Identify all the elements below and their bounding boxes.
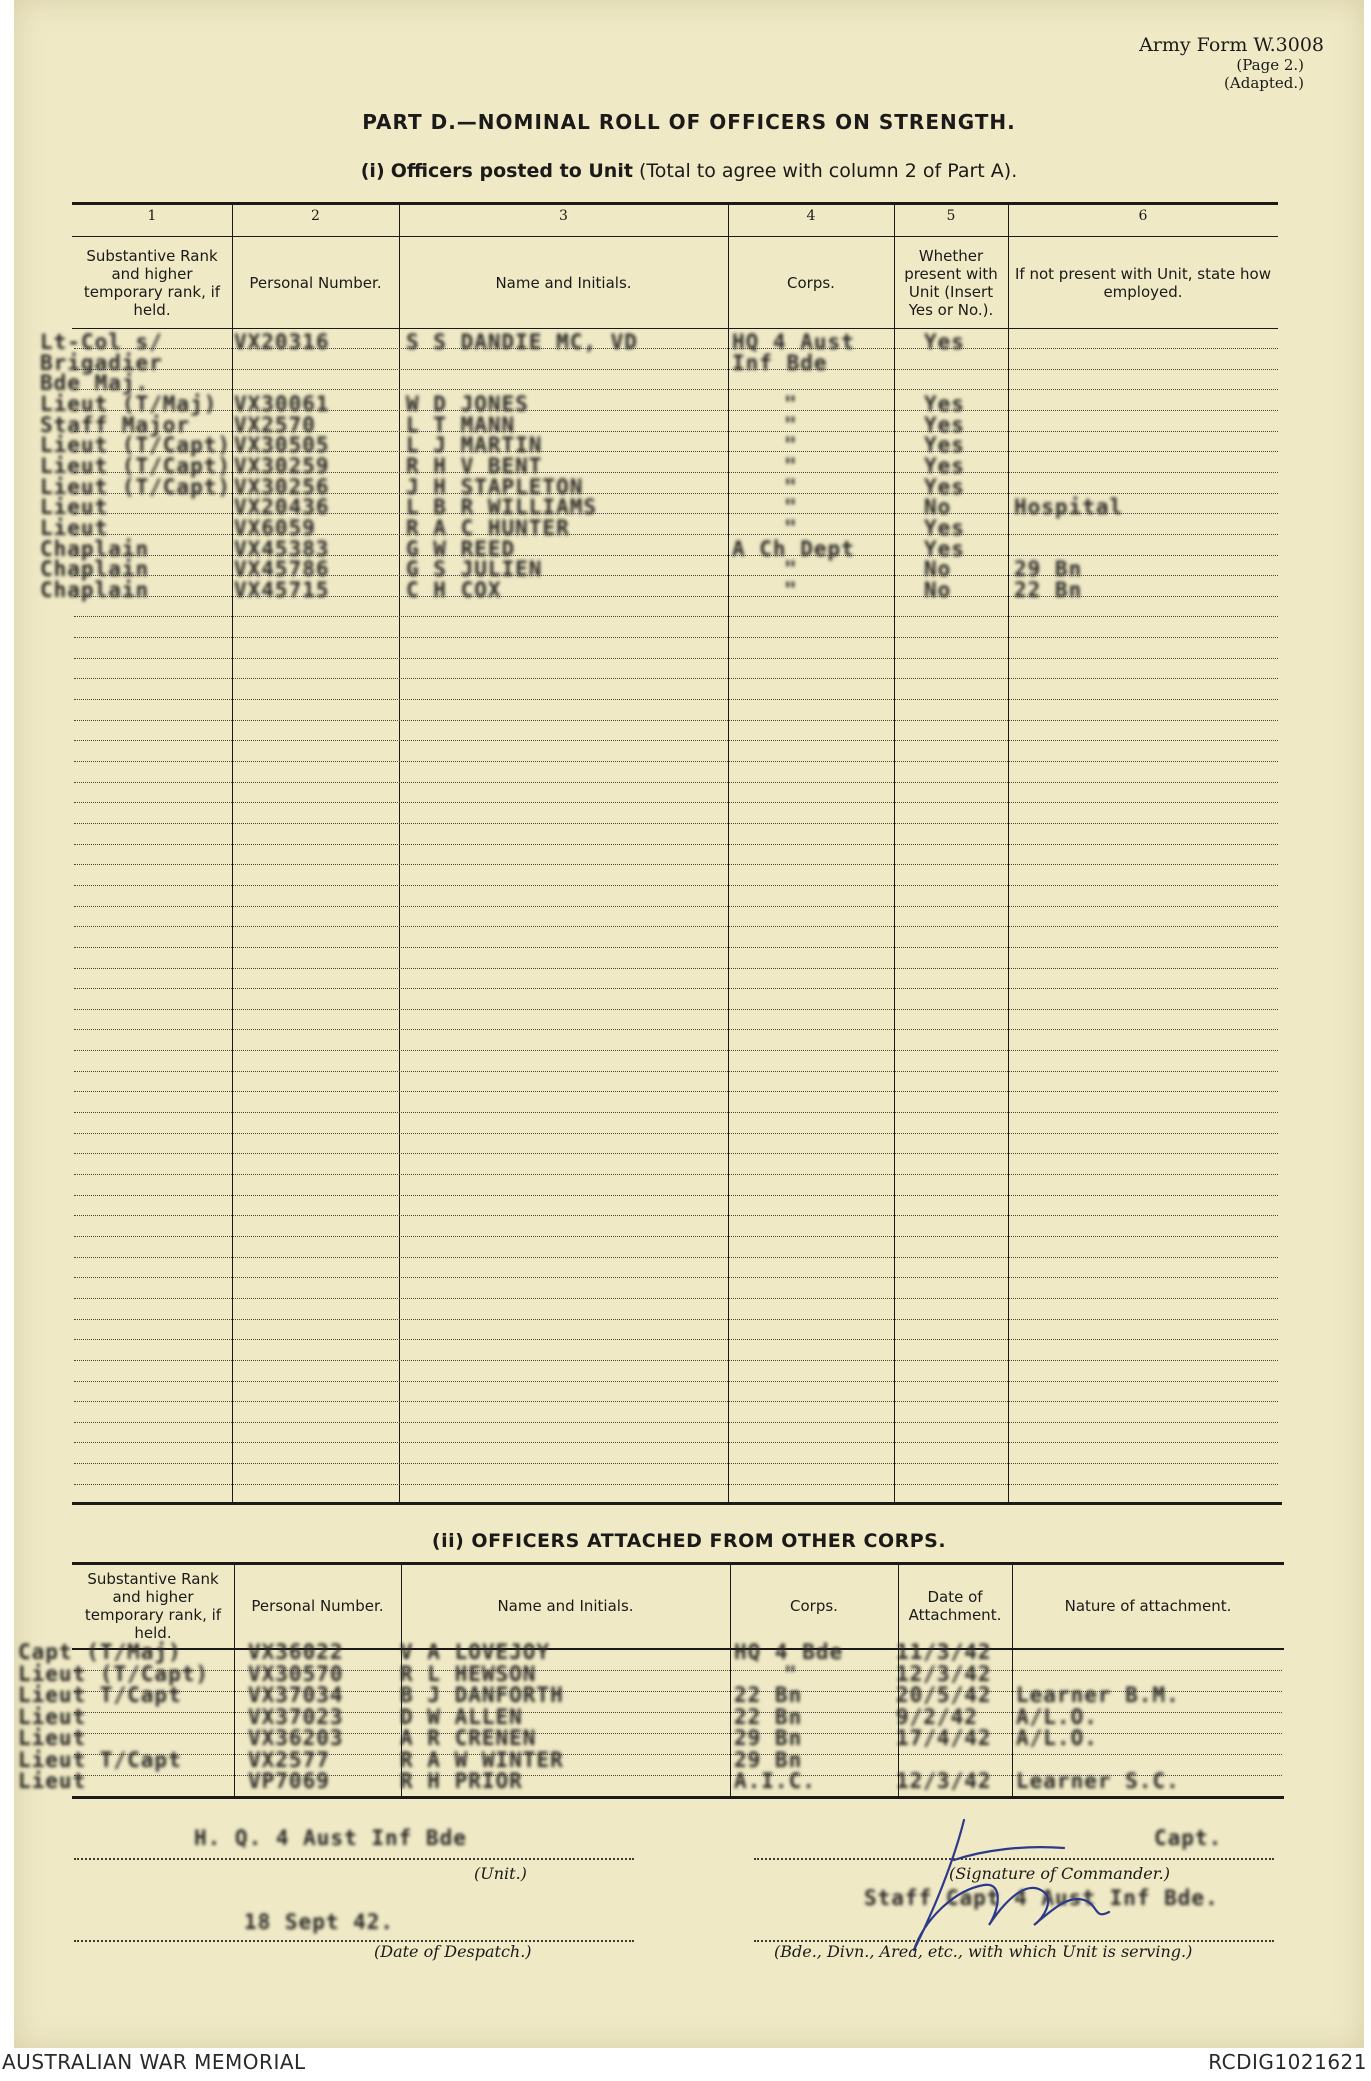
table1-ruled-line xyxy=(74,1422,1278,1423)
table1-ruled-line xyxy=(74,740,1278,741)
posted-present-cell: Yes xyxy=(924,433,965,458)
table1-ruled-line xyxy=(74,678,1278,679)
table1-ruled-line xyxy=(74,1484,1278,1485)
posted-number-cell: VX30061 xyxy=(234,391,330,416)
attached-name-cell: D W ALLEN xyxy=(400,1704,523,1729)
footer-institution: AUSTRALIAN WAR MEMORIAL xyxy=(2,2050,306,2074)
posted-employed-cell: Hospital xyxy=(1014,495,1124,520)
posted-present-cell: Yes xyxy=(924,412,965,437)
col-header-corps: Corps. xyxy=(787,274,835,292)
section-i-heading xyxy=(14,160,1364,182)
posted-employed-cell: 22 Bn xyxy=(1014,577,1083,602)
attached-nature-cell: Learner B.M. xyxy=(1016,1683,1180,1707)
attached-rank-cell: Lieut xyxy=(18,1769,87,1793)
footer-catalogue-id: RCDIG1021621 xyxy=(1208,2050,1367,2074)
posted-corps-cell: " xyxy=(784,412,798,437)
table1-ruled-line xyxy=(74,947,1278,948)
attached-corps-cell: 22 Bn xyxy=(734,1683,803,1707)
attached-corps-cell: HQ 4 Bde xyxy=(734,1640,844,1664)
col-header-name: Name and Initials. xyxy=(495,274,632,292)
attached-number-cell: VX36203 xyxy=(248,1726,344,1750)
posted-rank-cell: Lieut xyxy=(40,495,109,520)
attached-nature-cell: Learner S.C. xyxy=(1016,1769,1180,1793)
table1-ruled-line xyxy=(74,1195,1278,1196)
table1-col-divider-1 xyxy=(232,203,233,1503)
posted-rank-cell: Chaplain xyxy=(40,557,150,582)
table1-ruled-line xyxy=(74,885,1278,886)
table1-ruled-line xyxy=(74,1463,1278,1464)
attached-rank-cell: Lieut T/Capt xyxy=(18,1683,182,1707)
col-header-present: Whether present with Unit (Insert Yes or No.). xyxy=(904,247,998,319)
posted-name-cell: R H V BENT xyxy=(406,453,543,478)
table1-col-divider-4 xyxy=(894,203,895,1503)
table1-col-divider-5 xyxy=(1008,203,1009,1503)
t2-header-name: Name and Initials. xyxy=(497,1597,634,1615)
attached-number-cell: VX30570 xyxy=(248,1661,344,1686)
table2-col-divider-5 xyxy=(1012,1563,1013,1797)
section-i-prefix: (i) xyxy=(360,160,385,182)
posted-name-cell: L J MARTIN xyxy=(406,433,543,458)
posted-name-cell: W D JONES xyxy=(406,391,529,416)
attached-name-cell: B J DANFORTH xyxy=(400,1683,564,1707)
table1-ruled-line xyxy=(74,1236,1278,1237)
despatch-dots xyxy=(74,1940,634,1942)
attached-nature-cell: A/L.O. xyxy=(1016,1726,1098,1750)
posted-number-cell: VX45786 xyxy=(234,557,330,582)
posted-corps-cell: " xyxy=(784,515,798,540)
table1-ruled-line xyxy=(74,1112,1278,1113)
table1-ruled-line xyxy=(74,1277,1278,1278)
form-id: Army Form W.3008 xyxy=(1139,34,1324,56)
col-number-2: 2 xyxy=(311,208,320,224)
posted-number-cell: VX45715 xyxy=(234,577,330,602)
posted-rank-cell: Chaplain xyxy=(40,577,150,602)
col-number-1: 1 xyxy=(147,208,157,224)
posted-corps-cell: " xyxy=(784,495,798,520)
posted-present-cell: Yes xyxy=(924,453,965,478)
posted-rank-cell: Lieut (T/Capt) xyxy=(40,433,232,458)
section-i-note: (Total to agree with column 2 of Part A). xyxy=(638,160,1018,182)
table1-ruled-line xyxy=(74,1009,1278,1010)
col-number-4: 4 xyxy=(806,208,816,224)
table1-ruled-line xyxy=(74,637,1278,638)
posted-name-cell: J H STAPLETON xyxy=(406,474,584,499)
posted-corps-cell: HQ 4 Aust xyxy=(732,330,855,354)
posted-rank-cell: Lieut (T/Capt) xyxy=(40,474,232,499)
signature-label: (Signature of Commander.) xyxy=(949,1864,1170,1883)
table1-ruled-line xyxy=(74,658,1278,659)
table1-ruled-line xyxy=(74,1360,1278,1361)
attached-number-cell: VX2577 xyxy=(248,1747,330,1772)
posted-number-cell: VX30505 xyxy=(234,433,330,458)
despatch-date-value: 18 Sept 42. xyxy=(244,1910,395,1934)
section-i-bold: Officers posted to Unit xyxy=(390,160,633,182)
posted-rank-cell: Lt-Col s/ xyxy=(40,330,163,354)
attached-name-cell: R H PRIOR xyxy=(400,1769,523,1793)
table1-col-divider-2 xyxy=(399,203,400,1503)
attached-date-cell: 12/3/42 xyxy=(896,1769,992,1793)
table1-top-rule xyxy=(72,202,1278,205)
col-header-personal-number: Personal Number. xyxy=(249,274,382,292)
attached-nature-cell: A/L.O. xyxy=(1016,1704,1098,1729)
table1-bottom-rule xyxy=(72,1502,1282,1505)
posted-number-cell: VX30256 xyxy=(234,474,330,499)
form-page-number: (Page 2.) xyxy=(1236,56,1304,74)
posted-name-cell: R A C HUNTER xyxy=(406,515,570,540)
bde-label: (Bde., Divn., Area, etc., with which Unit is serving.) xyxy=(774,1942,1193,1961)
posted-corps-cell: " xyxy=(784,453,798,478)
page-title: PART D.—NOMINAL ROLL OF OFFICERS ON STRENGTH. xyxy=(362,110,1016,134)
table2-col-divider-3 xyxy=(730,1563,731,1797)
posted-number-cell: VX20436 xyxy=(234,495,330,520)
table1-ruled-line xyxy=(74,720,1278,721)
attached-date-cell: 20/5/42 xyxy=(896,1683,992,1707)
table1-ruled-line xyxy=(74,1029,1278,1030)
attached-date-cell: 9/2/42 xyxy=(896,1704,978,1729)
form-adapted: (Adapted.) xyxy=(1224,74,1304,92)
table1-ruled-line xyxy=(74,1050,1278,1051)
attached-corps-cell: " xyxy=(784,1661,798,1686)
table1-header-rule xyxy=(72,328,1278,329)
signer-title: Staff Capt 4 Aust Inf Bde. xyxy=(864,1886,1219,1910)
attached-corps-cell: 29 Bn xyxy=(734,1747,803,1772)
attached-date-cell: 12/3/42 xyxy=(896,1661,992,1686)
table2-col-divider-1 xyxy=(234,1563,235,1797)
attached-rank-cell: Lieut T/Capt xyxy=(18,1747,182,1772)
posted-corps-cell: " xyxy=(784,557,798,582)
attached-rank-cell: Lieut xyxy=(18,1704,87,1729)
table1-ruled-line xyxy=(74,616,1278,617)
table1-ruled-line xyxy=(74,1174,1278,1175)
posted-corps-cell: " xyxy=(784,474,798,499)
table1-ruled-line xyxy=(74,369,1278,370)
table1-ruled-line xyxy=(74,699,1278,700)
posted-present-cell: Yes xyxy=(924,515,965,540)
posted-rank-cell: Bde Maj. xyxy=(40,371,150,396)
table1-ruled-line xyxy=(74,988,1278,989)
attached-corps-cell: 29 Bn xyxy=(734,1726,803,1750)
posted-number-cell: VX45383 xyxy=(234,536,330,561)
attached-rank-cell: Lieut xyxy=(18,1726,87,1750)
t2-header-corps: Corps. xyxy=(790,1597,838,1615)
posted-number-cell: VX6059 xyxy=(234,515,316,540)
unit-dots xyxy=(74,1858,634,1860)
posted-rank-cell: Brigadier xyxy=(40,350,163,375)
posted-present-cell: No xyxy=(924,495,952,520)
table1-ruled-line xyxy=(74,1401,1278,1402)
table1-ruled-line xyxy=(74,1442,1278,1443)
table1-number-rule xyxy=(72,236,1278,237)
table1-ruled-line xyxy=(74,782,1278,783)
posted-corps-cell: " xyxy=(784,433,798,458)
posted-rank-cell: Staff Major xyxy=(40,412,191,437)
posted-number-cell: VX20316 xyxy=(234,330,330,354)
posted-employed-cell: 29 Bn xyxy=(1014,557,1083,582)
table1-ruled-line xyxy=(74,389,1278,390)
attached-name-cell: R A W WINTER xyxy=(400,1747,564,1772)
col-header-rank: Substantive Rank and higher temporary rank, if held. xyxy=(83,247,221,319)
posted-rank-cell: Chaplain xyxy=(40,536,150,561)
table1-ruled-line xyxy=(74,844,1278,845)
unit-value: H. Q. 4 Aust Inf Bde xyxy=(194,1826,467,1850)
table1-ruled-line xyxy=(74,1133,1278,1134)
col-number-6: 6 xyxy=(1138,208,1148,224)
posted-name-cell: L T MANN xyxy=(406,412,516,437)
posted-name-cell: S S DANDIE MC, VD xyxy=(406,330,638,354)
attached-rank-cell: Capt (T/Maj) xyxy=(18,1640,182,1664)
posted-number-cell: VX2570 xyxy=(234,412,316,437)
table1-ruled-line xyxy=(74,802,1278,803)
posted-name-cell: L B R WILLIAMS xyxy=(406,495,598,520)
posted-name-cell: G S JULIEN xyxy=(406,557,543,582)
t2-header-rank: Substantive Rank and higher temporary rank, if held. xyxy=(84,1570,222,1642)
table1-ruled-line xyxy=(74,1257,1278,1258)
attached-date-cell: 11/3/42 xyxy=(896,1640,992,1664)
posted-name-cell: G W REED xyxy=(406,536,516,561)
posted-corps-cell: " xyxy=(784,577,798,602)
table1-ruled-line xyxy=(74,906,1278,907)
table1-col-divider-3 xyxy=(728,203,729,1503)
posted-present-cell: Yes xyxy=(924,330,965,354)
posted-corps-cell: A Ch Dept xyxy=(732,536,855,561)
table1-ruled-line xyxy=(74,761,1278,762)
table1-ruled-line xyxy=(74,1381,1278,1382)
attached-number-cell: VP7069 xyxy=(248,1769,330,1793)
posted-rank-cell: Lieut (T/Maj) xyxy=(40,391,218,416)
col-number-3: 3 xyxy=(559,208,568,224)
posted-corps-cell: Inf Bde xyxy=(732,350,828,375)
posted-present-cell: No xyxy=(924,557,952,582)
table1-ruled-line xyxy=(74,1298,1278,1299)
attached-corps-cell: 22 Bn xyxy=(734,1704,803,1729)
col-number-5: 5 xyxy=(946,208,956,224)
attached-name-cell: A R CRENEN xyxy=(400,1726,537,1750)
section-ii-heading: (ii) OFFICERS ATTACHED FROM OTHER CORPS. xyxy=(431,1530,947,1552)
attached-date-cell: 17/4/42 xyxy=(896,1726,992,1750)
posted-present-cell: Yes xyxy=(924,391,965,416)
col-header-employed: If not present with Unit, state how employed. xyxy=(1015,265,1271,301)
attached-name-cell: R L HEWSON xyxy=(400,1661,537,1686)
attached-rank-cell: Lieut (T/Capt) xyxy=(18,1661,210,1686)
table1-ruled-line xyxy=(74,1153,1278,1154)
table1-ruled-line xyxy=(74,823,1278,824)
attached-corps-cell: A.I.C. xyxy=(734,1769,816,1793)
form-identifier xyxy=(1139,34,1324,92)
table1-ruled-line xyxy=(74,1215,1278,1216)
posted-present-cell: Yes xyxy=(924,474,965,499)
unit-label: (Unit.) xyxy=(474,1864,527,1883)
attached-name-cell: V A LOVEJOY xyxy=(400,1640,551,1664)
posted-name-cell: C H COX xyxy=(406,577,502,602)
table1-ruled-line xyxy=(74,1339,1278,1340)
posted-rank-cell: Lieut (T/Capt) xyxy=(40,453,232,478)
attached-number-cell: VX37023 xyxy=(248,1704,344,1729)
table1-ruled-line xyxy=(74,864,1278,865)
posted-corps-cell: " xyxy=(784,391,798,416)
table1-ruled-line xyxy=(74,1091,1278,1092)
signer-rank: Capt. xyxy=(1154,1826,1223,1850)
form-page xyxy=(14,0,1364,2048)
posted-present-cell: No xyxy=(924,577,952,602)
posted-number-cell: VX30259 xyxy=(234,453,330,478)
posted-rank-cell: Lieut xyxy=(40,515,109,540)
attached-number-cell: VX36022 xyxy=(248,1640,344,1664)
table1-ruled-line xyxy=(74,968,1278,969)
t2-header-nature: Nature of attachment. xyxy=(1064,1597,1232,1615)
despatch-date-label: (Date of Despatch.) xyxy=(374,1942,532,1961)
t2-header-date: Date of Attachment. xyxy=(908,1588,1002,1624)
attached-number-cell: VX37034 xyxy=(248,1683,344,1707)
table2-bottom-rule xyxy=(72,1796,1284,1799)
table2-top-rule xyxy=(72,1562,1284,1565)
table1-ruled-line xyxy=(74,926,1278,927)
table1-ruled-line xyxy=(74,1071,1278,1072)
t2-header-personal-number: Personal Number. xyxy=(251,1597,384,1615)
posted-present-cell: Yes xyxy=(924,536,965,561)
table1-ruled-line xyxy=(74,1319,1278,1320)
